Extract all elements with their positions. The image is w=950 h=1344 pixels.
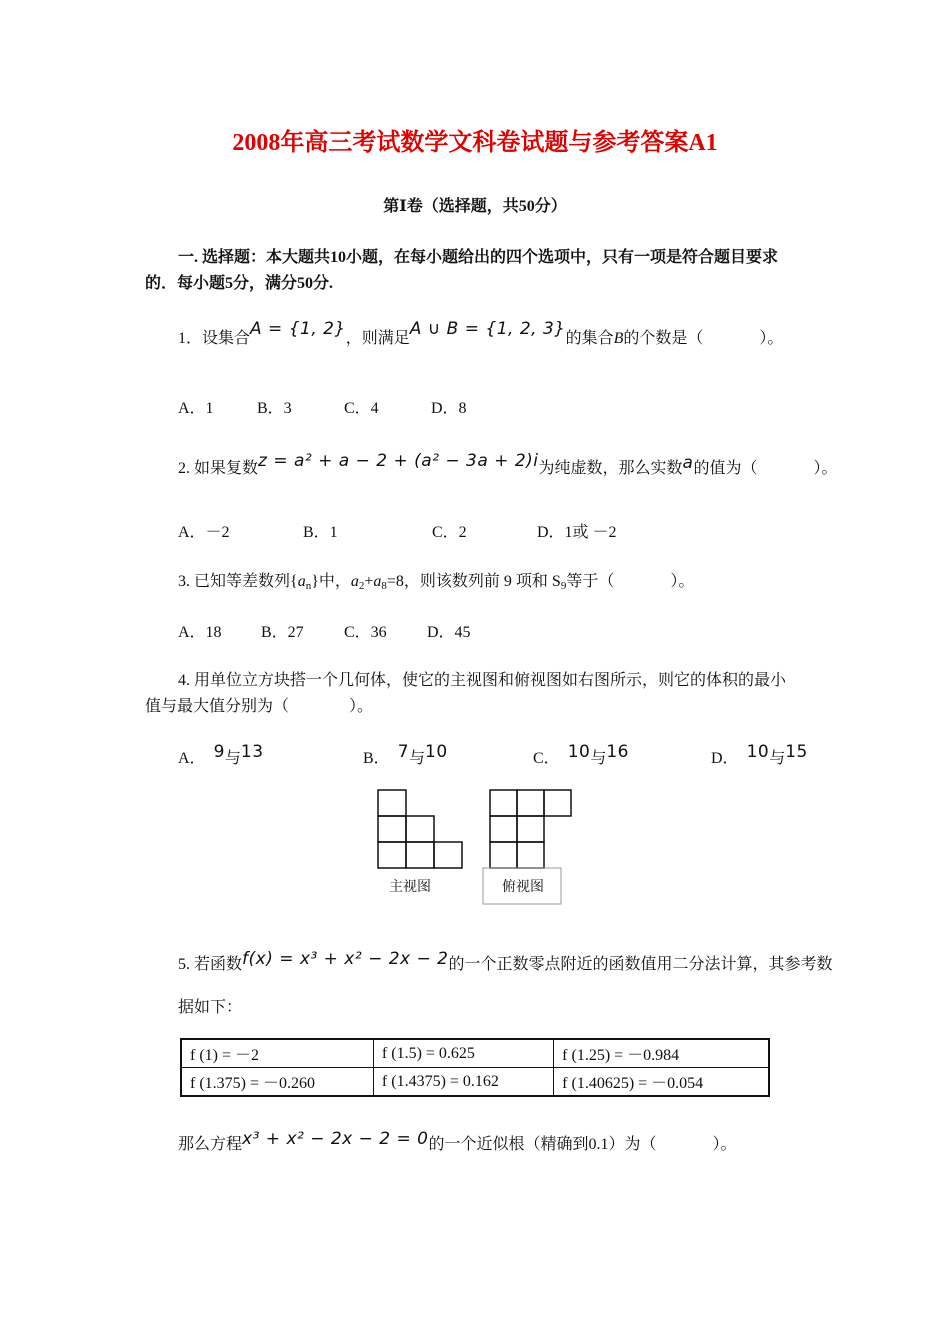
q1-close: ）。 [759,330,784,347]
q3-after-seq: }中， [311,573,351,590]
question-5 [178,951,833,974]
q3-plus: + [364,573,374,590]
q2-option-a: A．－2 [178,524,230,541]
q1-option-d: D．8 [431,400,467,417]
q3-a8-sub: 8 [381,580,387,592]
q3-eq: =8，则该数列前 9 项和 S [386,573,561,590]
q5-close: ）。 [712,1136,737,1153]
front-cell [378,790,406,816]
q2-suffix: 的值为（ [693,460,758,477]
table-cell: f (1.5) = 0.625 [373,1039,553,1068]
q4-option-b: B． 7与10 [363,742,448,767]
q5-values-table [180,1038,770,1097]
q1-option-a: A．1 [178,400,214,417]
q5-prefix: 5. 若函数 [178,956,243,973]
top-cell [490,816,517,842]
q1-suffix-b: 的个数是（ [623,330,704,347]
table-cell: f (1.25) = －0.984 [554,1039,769,1068]
q2-option-c: C．2 [432,524,467,541]
question-1 [178,319,784,348]
q3-a8: a [373,573,382,590]
q5-equation: x³ + x² − 2x − 2 = 0 [242,1129,429,1149]
page-title: 2008年高三考试数学文科卷试题与参考答案A1 [232,130,718,156]
front-cell [406,842,434,868]
front-view-grid [378,790,462,868]
q3-suffix: 等于（ [566,573,615,590]
q2-prefix: 2. 如果复数 [178,460,259,477]
q5-follow-prefix: 那么方程 [178,1136,243,1153]
top-cell [517,790,544,816]
q4-line-1: 4. 用单位立方块搭一个几何体，使它的主视图和俯视图如右图所示，则它的体积的最小 [178,672,787,689]
q3-prefix: 3. 已知等差数列{ [178,573,298,590]
top-cell [517,816,544,842]
q3-a2: a [350,573,359,590]
table-row [181,1039,769,1068]
q3-option-d: D．45 [427,624,471,641]
q5-function-formula: f(x) = x³ + x² − 2x − 2 [242,949,449,969]
front-cell [378,842,406,868]
q1-suffix-a: 的集合 [565,330,614,347]
top-cell [517,842,544,868]
q2-option-d: D．1或 －2 [537,524,617,541]
table-cell: f (1.40625) = －0.054 [554,1068,769,1097]
section-heading: 第Ⅰ卷（选择题，共50分） [383,198,567,215]
q3-seq-var: a [297,573,306,590]
q2-var-a: a [682,453,694,473]
top-cell [490,842,517,868]
top-view-label: 俯视图 [502,879,544,895]
front-cell [406,816,434,842]
table-row [181,1068,769,1097]
q5-follow-up [178,1131,737,1154]
top-cell [490,790,517,816]
q2-complex-formula: z = a² + a − 2 + (a² − 3a + 2)i [258,451,539,471]
front-view-label: 主视图 [389,879,431,895]
q3-option-a: A．18 [178,624,222,641]
q3-seq-sub: n [305,580,312,592]
q2-middle: 为纯虚数，那么实数 [538,460,683,477]
top-cell [544,790,571,816]
q1-prefix: 1．设集合 [178,330,251,347]
table-cell: f (1) = －2 [181,1039,373,1068]
intro-line-2: 的．每小题5分，满分50分. [145,275,334,292]
q3-s-sub: 9 [560,580,567,592]
q4-option-a: A． 9与13 [178,742,264,767]
q4-line-2-prefix: 值与最大值分别为（ [145,698,290,715]
q1-set-a-formula: A = {1, 2} [250,319,346,339]
q4-close: ）。 [349,698,374,715]
table-cell: f (1.375) = －0.260 [181,1068,373,1097]
q1-middle: ，则满足 [345,330,410,347]
q3-a2-sub: 2 [358,580,365,592]
intro-line-1: 一. 选择题：本大题共10小题，在每小题给出的四个选项中，只有一项是符合题目要求 [178,249,779,266]
q4-option-d: D． 10与15 [711,742,808,767]
front-cell [378,816,406,842]
q3-close: ）。 [670,573,695,590]
q5-follow-suffix: 的一个近似根（精确到0.1）为（ [428,1136,657,1153]
q4-option-c: C． 10与16 [533,742,629,767]
q5-suffix: 的一个正数零点附近的函数值用二分法计算，其参考数 [448,956,833,973]
q1-option-b: B．3 [257,400,292,417]
top-view-grid [490,790,571,868]
q3-option-b: B．27 [261,624,304,641]
q4-line-2 [145,693,373,716]
front-cell [434,842,462,868]
table-cell: f (1.4375) = 0.162 [373,1068,553,1097]
q1-option-c: C．4 [344,400,379,417]
q5-line-2: 据如下： [178,999,243,1016]
q1-var-b: B [613,330,624,347]
question-2 [178,451,838,478]
question-3 [178,568,694,592]
q2-option-b: B．1 [303,524,338,541]
q2-close: ）。 [813,460,838,477]
q1-union-formula: A ∪ B = {1, 2, 3} [409,319,566,339]
q3-option-c: C．36 [344,624,387,641]
